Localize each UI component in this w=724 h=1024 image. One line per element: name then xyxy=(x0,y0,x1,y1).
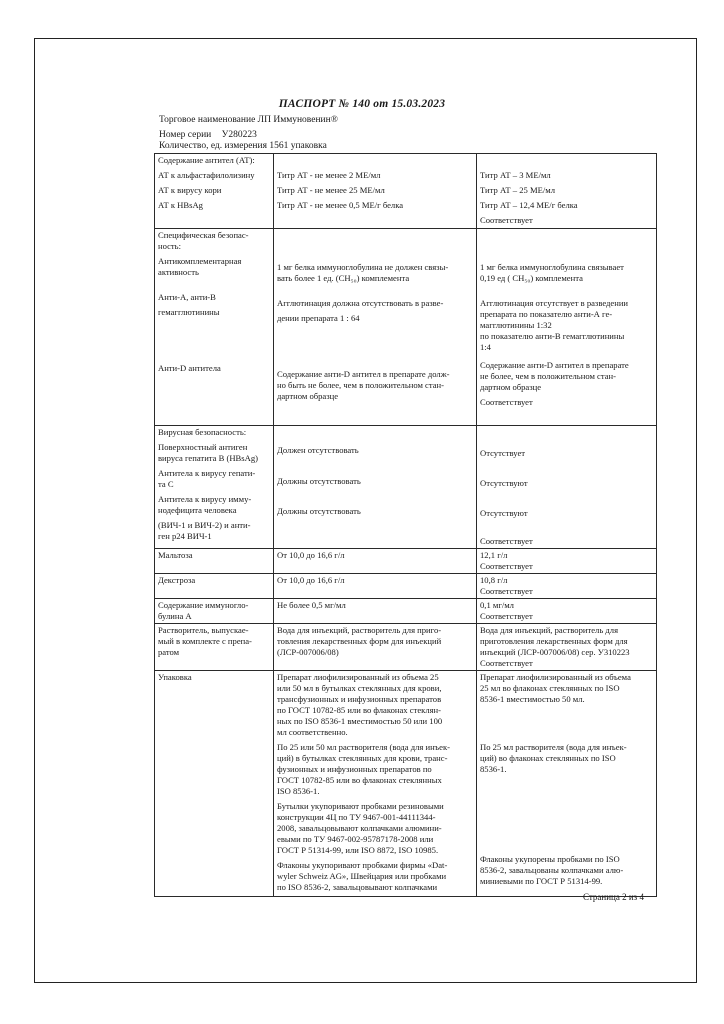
packaging-norm-p4 xyxy=(277,860,473,893)
hbsag-name-2: вируса гепатита В (HBsAg) xyxy=(158,453,259,463)
cell-specific-norm xyxy=(274,229,477,426)
ab-conforms: Соответствует xyxy=(480,215,533,225)
hcv-name-2: та С xyxy=(158,479,174,489)
pack-norm-p2-line: По 25 или 50 мл растворителя (вода для инъек- xyxy=(277,742,450,752)
packaging-norm-p1 xyxy=(277,672,473,738)
hcv-norm: Должны отсутствовать xyxy=(277,476,361,486)
solvent-result-1: Вода для инъекций, растворитель для xyxy=(480,625,619,635)
antiD-norm-2: но быть не более, чем в положительном стан- xyxy=(277,380,445,390)
solvent-result-4: Соответствует xyxy=(480,658,533,668)
cell-solvent-name xyxy=(155,624,274,671)
solvent-name-2: мый в комплекте с препа- xyxy=(158,636,252,646)
ab-result-1: Титр АТ – 25 МЕ/мл xyxy=(480,185,555,195)
anticomp-name-2: активность xyxy=(158,267,199,277)
pack-norm-p4-line: по ISO 8536-2, завальцовывают колпачками xyxy=(277,882,438,892)
solvent-norm-1: Вода для инъекций, растворитель для приго- xyxy=(277,625,442,635)
pack-norm-p3-line: Бутылки укупоривают пробками резиновыми xyxy=(277,801,444,811)
series-label: Номер серии xyxy=(159,130,212,140)
pack-norm-p2-line: фузионных и инфузионных препаратов по xyxy=(277,764,432,774)
quantity-line: Количество, ед. измерения 1561 упаковка xyxy=(159,141,327,151)
antibodies-header: Содержание антител (АТ): xyxy=(158,155,255,165)
hiv-name-1: Антитела к вирусу имму- xyxy=(158,494,252,504)
cell-dextrose-result xyxy=(477,574,657,599)
pack-norm-p2-line: ций) в бутылках стеклянных для крови, транс- xyxy=(277,753,448,763)
antiD-result-4: Соответствует xyxy=(480,397,533,407)
anticomp-norm-1: 1 мг белка иммуноглобулина не должен связы- xyxy=(277,262,449,272)
cell-solvent-norm xyxy=(274,624,477,671)
ab-name-0: АТ к альфастафилолизину xyxy=(158,170,255,180)
cell-antibodies-name xyxy=(155,154,274,229)
pack-result-p3-line: миниевыми по ГОСТ Р 51314-99. xyxy=(480,876,603,886)
table-row-maltose xyxy=(155,549,657,574)
specific-header-1: Специфическая безопас- xyxy=(158,230,249,240)
antiD-result-3: дартном образце xyxy=(480,382,542,392)
hiv-result: Отсутствуют xyxy=(480,508,528,518)
anticomp-result-2: 0,19 ед ( CH₅₀) комплемента xyxy=(480,273,583,283)
maltose-value: 12,1 г/л xyxy=(480,550,508,560)
pack-result-p2-line: ций) во флаконах стеклянных по ISO xyxy=(480,753,616,763)
antiD-norm-1: Содержание анти-D антител в препарате долж- xyxy=(277,369,450,379)
maltose-name: Мальтоза xyxy=(155,549,274,574)
pack-norm-p2-line: ISO 8536-1. xyxy=(277,786,320,796)
cell-solvent-result xyxy=(477,624,657,671)
table-row-packaging xyxy=(155,671,657,897)
hbsag-name-1: Поверхностный антиген xyxy=(158,442,248,452)
hemag-name-1: Анти-А, анти-В xyxy=(158,292,216,302)
ab-result-0: Титр АТ – 3 МЕ/мл xyxy=(480,170,551,180)
hiv-norm: Должны отсутствовать xyxy=(277,506,361,516)
solvent-result-3: инъекций (ЛСР-007006/08) сер. У310223 xyxy=(480,647,630,657)
cell-viral-norm xyxy=(274,426,477,549)
solvent-name-1: Растворитель, выпускае- xyxy=(158,625,249,635)
table-row-specific xyxy=(155,229,657,426)
series-line xyxy=(159,130,257,140)
hemag-norm-1: Агглютинация должна отсутствовать в разве- xyxy=(277,298,444,308)
dextrose-name: Декстроза xyxy=(155,574,274,599)
hemag-name-2: гемагглютинины xyxy=(158,307,220,317)
page-number: Страница 2 из 4 xyxy=(583,892,644,902)
pack-result-p1-line: 8536-1 вместимостью 50 мл. xyxy=(480,694,585,704)
pack-result-p1-line: Препарат лиофилизированный из объема xyxy=(480,672,631,682)
pack-norm-p4-line: wyler Schweiz AG», Швейцария или пробками xyxy=(277,871,447,881)
dextrose-norm: От 10,0 до 16,6 г/л xyxy=(274,574,477,599)
table-row-solvent xyxy=(155,624,657,671)
pack-norm-p1-line: мл соответственно. xyxy=(277,727,348,737)
pack-norm-p1-line: по ГОСТ 10782-85 или во флаконах стеклян- xyxy=(277,705,442,715)
pack-norm-p4-line: Флаконы укупоривают пробками фирмы «Dat- xyxy=(277,860,448,870)
packaging-norm-p3 xyxy=(277,801,473,856)
packaging-result-p3 xyxy=(480,854,653,887)
ab-norm-2: Титр АТ - не менее 0,5 МЕ/г белка xyxy=(277,200,404,210)
hiv-name-4: ген р24 ВИЧ-1 xyxy=(158,531,212,541)
table-row-dextrose xyxy=(155,574,657,599)
pack-result-p2-line: 8536-1. xyxy=(480,764,507,774)
solvent-norm-2: товления лекарственных форм для инъекций xyxy=(277,636,442,646)
cell-iga-result xyxy=(477,599,657,624)
ab-name-2: АТ к HBsAg xyxy=(158,200,203,210)
cell-specific-result xyxy=(477,229,657,426)
cell-packaging-result xyxy=(477,671,657,897)
anticomp-name-1: Антикомплементарная xyxy=(158,256,242,266)
pack-norm-p3-line: ГОСТ Р 51314-99, или ISO 8872, ISO 10985. xyxy=(277,845,439,855)
hemag-result-2: препарата по показателю анти-А ге- xyxy=(480,309,613,319)
dextrose-value: 10,8 г/л xyxy=(480,575,508,585)
hcv-result: Отсутствуют xyxy=(480,478,528,488)
cell-viral-result xyxy=(477,426,657,549)
anticomp-result-1: 1 мг белка иммуноглобулина связывает xyxy=(480,262,624,272)
viral-header: Вирусная безопасность: xyxy=(158,427,247,437)
pack-norm-p3-line: 2008, завальцовывают колпачками алюмини- xyxy=(277,823,442,833)
iga-norm: Не более 0,5 мг/мл xyxy=(274,599,477,624)
ab-norm-1: Титр АТ - не менее 25 МЕ/мл xyxy=(277,185,385,195)
iga-conforms: Соответствует xyxy=(480,611,533,621)
packaging-result-p1 xyxy=(480,672,653,705)
solvent-norm-3: (ЛСР-007006/08) xyxy=(277,647,339,657)
hcv-name-1: Антитела к вирусу гепати- xyxy=(158,468,256,478)
hemag-result-3: магглютинины 1:32 xyxy=(480,320,552,330)
pack-norm-p1-line: или 50 мл в бутылках стеклянных для крови, xyxy=(277,683,442,693)
trade-name: Торговое наименование ЛП Иммуновенин® xyxy=(159,115,338,125)
passport-table xyxy=(154,153,657,897)
antiD-result-2: не более, чем в положительном стан- xyxy=(480,371,616,381)
cell-antibodies-norm xyxy=(274,154,477,229)
pack-norm-p1-line: Препарат лиофилизированный из объема 25 xyxy=(277,672,439,682)
hemag-result-4: по показателю анти-В гемагглютинины xyxy=(480,331,625,341)
dextrose-conforms: Соответствует xyxy=(480,586,533,596)
cell-iga-name xyxy=(155,599,274,624)
antiD-norm-3: дартном образце xyxy=(277,391,339,401)
antiD-result-1: Содержание анти-D антител в препарате xyxy=(480,360,629,370)
pack-norm-p3-line: конструкции 4Ц по ТУ 9467-001-44111344- xyxy=(277,812,436,822)
packaging-name: Упаковка xyxy=(155,671,274,897)
pack-result-p1-line: 25 мл во флаконах стеклянных по ISO xyxy=(480,683,620,693)
cell-packaging-norm xyxy=(274,671,477,897)
iga-name-2: булина А xyxy=(158,611,192,621)
pack-norm-p1-line: ных по ISO 8536-1 вместимостью 50 или 100 xyxy=(277,716,443,726)
iga-name-1: Содержание иммуногло- xyxy=(158,600,249,610)
ab-norm-0: Титр АТ - не менее 2 МЕ/мл xyxy=(277,170,381,180)
cell-viral-name xyxy=(155,426,274,549)
table-row-iga xyxy=(155,599,657,624)
packaging-result-p2 xyxy=(480,742,653,775)
cell-specific-name xyxy=(155,229,274,426)
pack-result-p2-line: По 25 мл растворителя (вода для инъек- xyxy=(480,742,627,752)
hiv-name-2: нодефицита человека xyxy=(158,505,237,515)
solvent-name-3: ратом xyxy=(158,647,180,657)
pack-norm-p3-line: евыми по ТУ 9467-002-95787178-2008 или xyxy=(277,834,434,844)
table-row-viral xyxy=(155,426,657,549)
pack-result-p3-line: 8536-2, завальцованы колпачками алю- xyxy=(480,865,624,875)
hbsag-result: Отсутствует xyxy=(480,448,526,458)
hiv-name-3: (ВИЧ-1 и ВИЧ-2) и анти- xyxy=(158,520,251,530)
ab-name-1: АТ к вирусу кори xyxy=(158,185,222,195)
series-value: У280223 xyxy=(221,130,257,140)
ab-result-2: Титр АТ – 12,4 МЕ/г белка xyxy=(480,200,578,210)
maltose-norm: От 10,0 до 16,6 г/л xyxy=(274,549,477,574)
solvent-result-2: приготовления лекарственных форм для xyxy=(480,636,628,646)
packaging-norm-p2 xyxy=(277,742,473,797)
antiD-name: Анти-D антитела xyxy=(158,363,221,373)
pack-norm-p2-line: ГОСТ 10782-85 или во флаконах стеклянных xyxy=(277,775,442,785)
specific-header-2: ность: xyxy=(158,241,181,251)
anticomp-norm-2: вать более 1 ед. (CH₅₀) комплемента xyxy=(277,273,410,283)
pack-norm-p1-line: трансфузионных и инфузионных препаратов xyxy=(277,694,442,704)
maltose-conforms: Соответствует xyxy=(480,561,533,571)
hemag-result-5: 1:4 xyxy=(480,342,491,352)
cell-antibodies-result xyxy=(477,154,657,229)
hbsag-norm: Должен отсутствовать xyxy=(277,445,359,455)
cell-maltose-result xyxy=(477,549,657,574)
hemag-result-1: Агглютинация отсутствует в разведении xyxy=(480,298,629,308)
iga-value: 0,1 мг/мл xyxy=(480,600,514,610)
pack-result-p3-line: Флаконы укупорены пробками по ISO xyxy=(480,854,620,864)
passport-title: ПАСПОРТ № 140 от 15.03.2023 xyxy=(278,98,446,110)
viral-conforms: Соответствует xyxy=(480,536,533,546)
hemag-norm-2: дении препарата 1 : 64 xyxy=(277,313,360,323)
table-row-antibodies xyxy=(155,154,657,229)
